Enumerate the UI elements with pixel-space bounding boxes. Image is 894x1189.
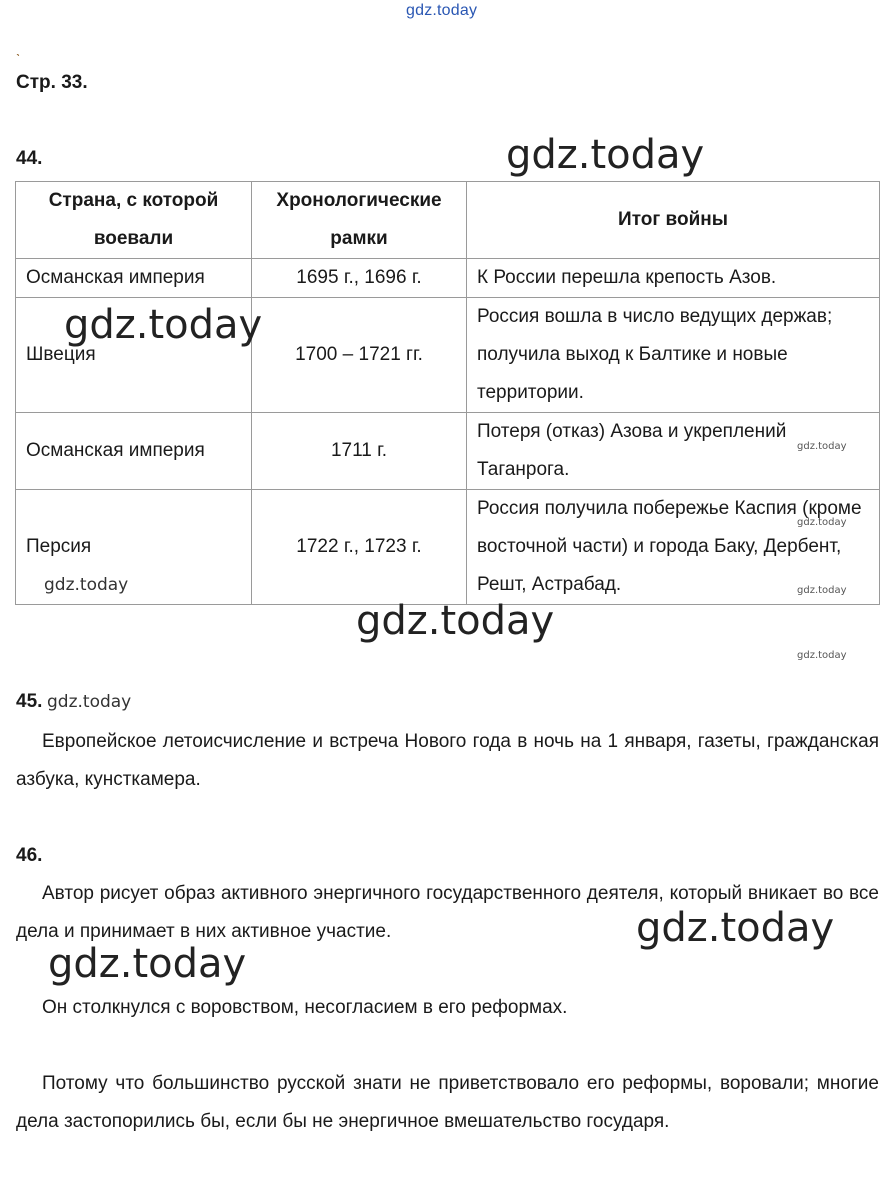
cell-country: Османская империя xyxy=(16,413,252,490)
table-row xyxy=(16,413,880,490)
cell-years: 1700 – 1721 гг. xyxy=(252,298,467,413)
task-45-text: Европейское летоисчисление и встреча Нового года в ночь на 1 января, газеты, гражданская азбука, кунсткамера. xyxy=(16,731,879,790)
header-years: Хронологические рамки xyxy=(252,182,467,259)
watermark: gdz.today xyxy=(64,302,263,348)
wars-table xyxy=(15,181,880,605)
cell-result: К России перешла крепость Азов. xyxy=(467,259,880,298)
cell-country: Османская империя xyxy=(16,259,252,298)
task-44-number: 44. xyxy=(16,148,43,169)
task-46-paragraph-3: Потому что большинство русской знати не приветствовало его реформы, воровали; многие дела застопорились бы, если бы не энергичное вмешательство государя. xyxy=(16,1073,879,1132)
watermark: gdz.today xyxy=(47,692,132,712)
watermark: gdz.today xyxy=(797,441,847,452)
watermark: gdz.today xyxy=(506,132,705,178)
task-45-number: 45. xyxy=(16,691,43,712)
page-label: Стр. 33. xyxy=(16,72,88,93)
watermark: gdz.today xyxy=(356,598,555,644)
cell-years: 1695 г., 1696 г. xyxy=(252,259,467,298)
watermark: gdz.today xyxy=(48,941,247,987)
task-46-paragraph-1: Автор рисует образ активного энергичного государственного деятеля, который вникает во все дела и принимает в них активное участие. xyxy=(16,883,879,942)
watermark: gdz.today xyxy=(636,905,835,951)
cell-result: Потеря (отказ) Азова и укреплений Таганрога. xyxy=(467,413,880,490)
table-header-row xyxy=(16,182,880,259)
cell-country: Персия xyxy=(16,490,252,605)
cell-years: 1711 г. xyxy=(252,413,467,490)
watermark: gdz.today xyxy=(44,575,129,595)
task-46-number: 46. xyxy=(16,845,43,866)
task-46-paragraph-2: Он столкнулся с воровством, несогласием в его реформах. xyxy=(42,997,568,1018)
margin-mark: ˎ xyxy=(16,40,21,56)
watermark: gdz.today xyxy=(797,650,847,661)
table-row xyxy=(16,490,880,605)
cell-result: Россия получила побережье Каспия (кроме восточной части) и города Баку, Дербент, Решт, Астрабад. xyxy=(467,490,880,605)
watermark: gdz.today xyxy=(797,517,847,528)
header-result: Итог войны xyxy=(467,182,880,259)
table-row xyxy=(16,259,880,298)
header-country: Страна, с которой воевали xyxy=(16,182,252,259)
watermark: gdz.today xyxy=(797,585,847,596)
cell-country: Швеция xyxy=(16,298,252,413)
cell-result: Россия вошла в число ведущих держав; получила выход к Балтике и новые территории. xyxy=(467,298,880,413)
cell-years: 1722 г., 1723 г. xyxy=(252,490,467,605)
watermark-top: gdz.today xyxy=(406,2,478,19)
